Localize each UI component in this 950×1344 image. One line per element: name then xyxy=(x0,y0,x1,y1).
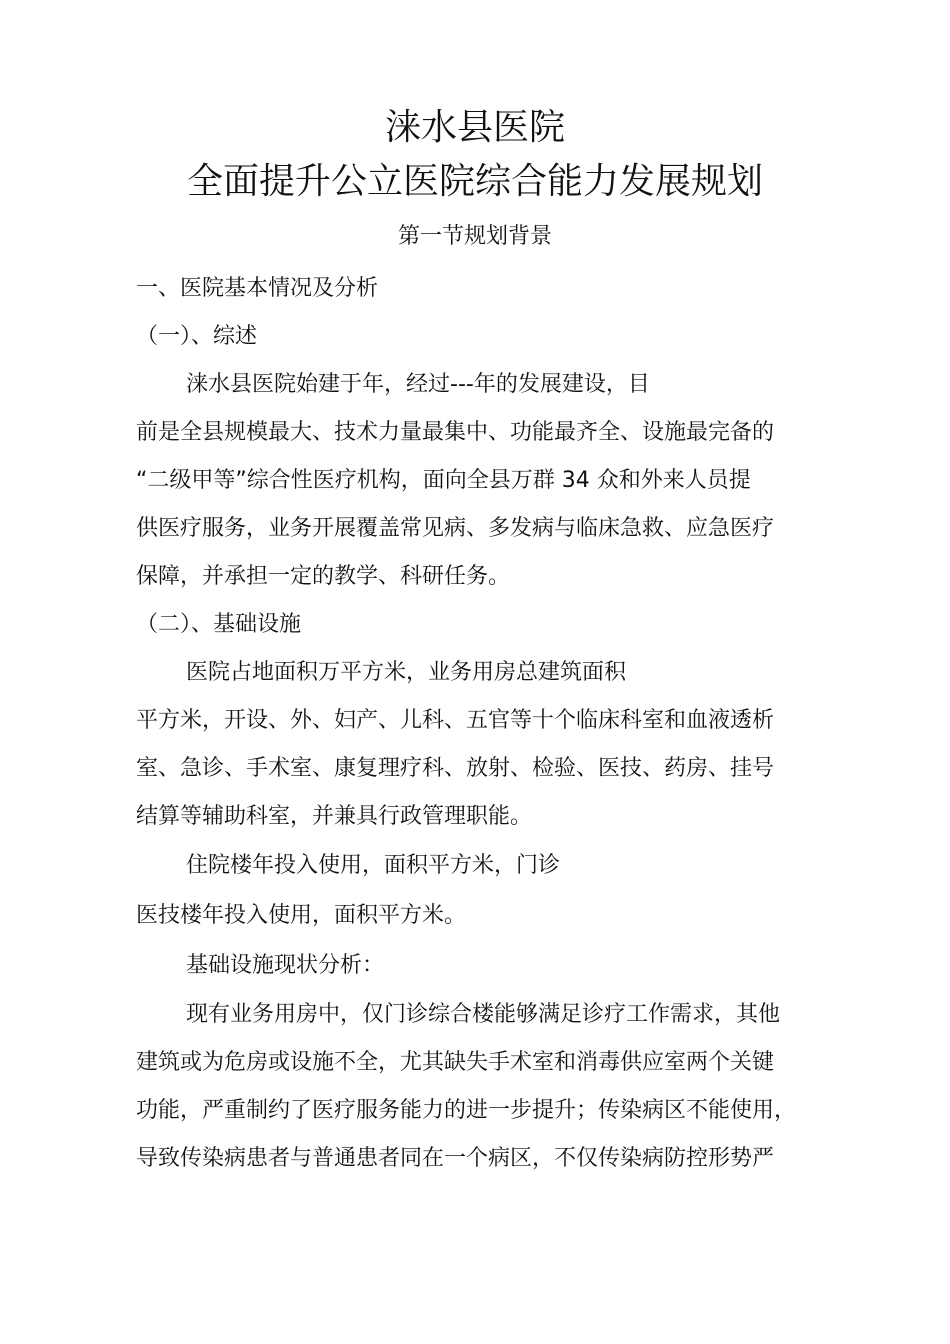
paragraph-line: 室、急诊、手术室、康复理疗科、放射、检验、医技、药房、挂号 xyxy=(136,756,775,781)
paragraph-line: 建筑或为危房或设施不全，尤其缺失手术室和消毒供应室两个关键 xyxy=(136,1050,775,1075)
document-title-line-2: 全面提升公立医院综合能力发展规划 xyxy=(186,161,763,202)
heading-basic-info: 一、医院基本情况及分析 xyxy=(136,276,379,301)
paragraph-line: 医技楼年投入使用，面积平方米。 xyxy=(136,903,467,928)
section-title: 第一节规划背景 xyxy=(397,224,552,249)
paragraph-line: 前是全县规模最大、技术力量最集中、功能最齐全、设施最完备的 xyxy=(136,420,775,445)
paragraph-line: “二级甲等”综合性医疗机构，面向全县万群 34 众和外来人员提 xyxy=(136,468,751,493)
paragraph-line: 导致传染病患者与普通患者同在一个病区，不仅传染病防控形势严 xyxy=(136,1146,775,1171)
paragraph-line: 保障，并承担一定的教学、科研任务。 xyxy=(136,564,511,589)
paragraph-line: 供医疗服务，业务开展覆盖常见病、多发病与临床急救、应急医疗 xyxy=(136,516,775,541)
paragraph-line: 医院占地面积万平方米，业务用房总建筑面积 xyxy=(186,660,627,685)
paragraph-line: 功能，严重制约了医疗服务能力的进一步提升；传染病区不能使用， xyxy=(136,1098,797,1123)
paragraph-line: 平方米，开设、外、妇产、儿科、五官等十个临床科室和血液透析 xyxy=(136,708,775,733)
paragraph-line: 基础设施现状分析： xyxy=(186,953,385,978)
paragraph-line: 住院楼年投入使用，面积平方米，门诊 xyxy=(186,853,561,878)
subheading-overview: （一）、综述 xyxy=(136,324,258,349)
paragraph-line: 涞水县医院始建于年，经过---年的发展建设，目 xyxy=(186,372,650,397)
document-title-line-1: 涞水县医院 xyxy=(384,107,565,148)
paragraph-line: 现有业务用房中，仅门诊综合楼能够满足诊疗工作需求，其他 xyxy=(186,1002,781,1027)
subheading-infrastructure: （二）、基础设施 xyxy=(136,612,302,637)
paragraph-line: 结算等辅助科室，并兼具行政管理职能。 xyxy=(136,804,533,829)
